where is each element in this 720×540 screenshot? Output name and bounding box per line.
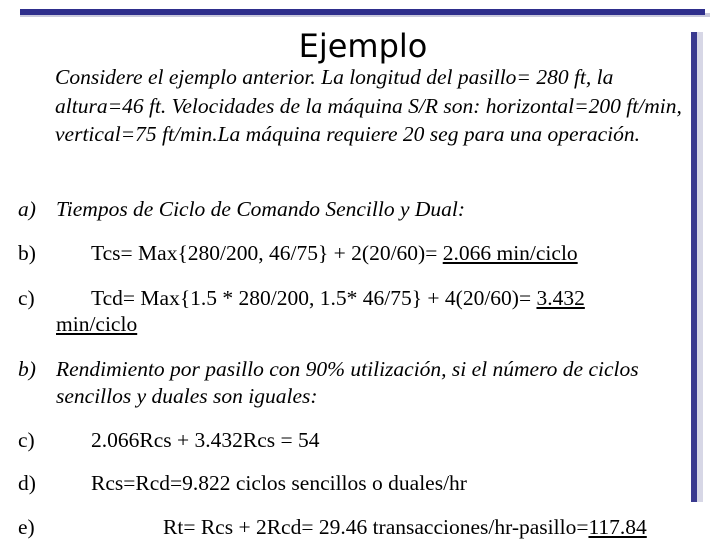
list-item — [18, 196, 466, 222]
list-item — [18, 514, 647, 540]
item-text: Tiempos de Ciclo de Comando Sencillo y Dual: — [56, 197, 466, 221]
intro-paragraph: Considere el ejemplo anterior. La longitud del pasillo= 280 ft, la altura=46 ft. Velocidades de la máquina S/R son: horizontal=200 ft/min, vertical=75 ft/min.La máquina requiere 20 seg para una operación. — [55, 65, 682, 146]
item-marker: c) — [18, 286, 35, 310]
item-text: Rt= Rcs + 2Rcd= 29.46 transacciones/hr-pasillo= — [163, 515, 589, 539]
list-item — [18, 240, 578, 266]
item-marker: a) — [18, 197, 36, 221]
list-item — [18, 427, 320, 453]
list-item — [18, 356, 639, 382]
item-continuation: sencillos y duales son iguales: — [56, 384, 318, 408]
item-text: 2.066Rcs + 3.432Rcs = 54 — [91, 428, 320, 452]
item-text: Rendimiento por pasillo con 90% utilización, si el número de ciclos — [56, 357, 639, 381]
list-item — [18, 470, 467, 496]
item-marker: b) — [18, 241, 36, 265]
item-continuation: min/ciclo — [56, 312, 138, 336]
item-marker: c) — [18, 428, 35, 452]
item-result: 3.432 — [536, 286, 585, 310]
list-item — [18, 285, 585, 311]
item-marker: d) — [18, 471, 36, 495]
item-marker: e) — [18, 515, 35, 539]
title-bar — [20, 9, 705, 15]
item-text: Rcs=Rcd=9.822 ciclos sencillos o duales/hr — [91, 471, 467, 495]
item-result: 117.84 — [588, 515, 647, 539]
item-result: 2.066 min/ciclo — [442, 241, 578, 265]
item-marker: b) — [18, 357, 36, 381]
item-text: Tcs= Max{280/200, 46/75} + 2(20/60)= — [91, 241, 443, 265]
slide-title: Ejemplo — [298, 27, 428, 65]
item-text: Tcd= Max{1.5 * 280/200, 1.5* 46/75} + 4(20/60)= — [91, 286, 537, 310]
